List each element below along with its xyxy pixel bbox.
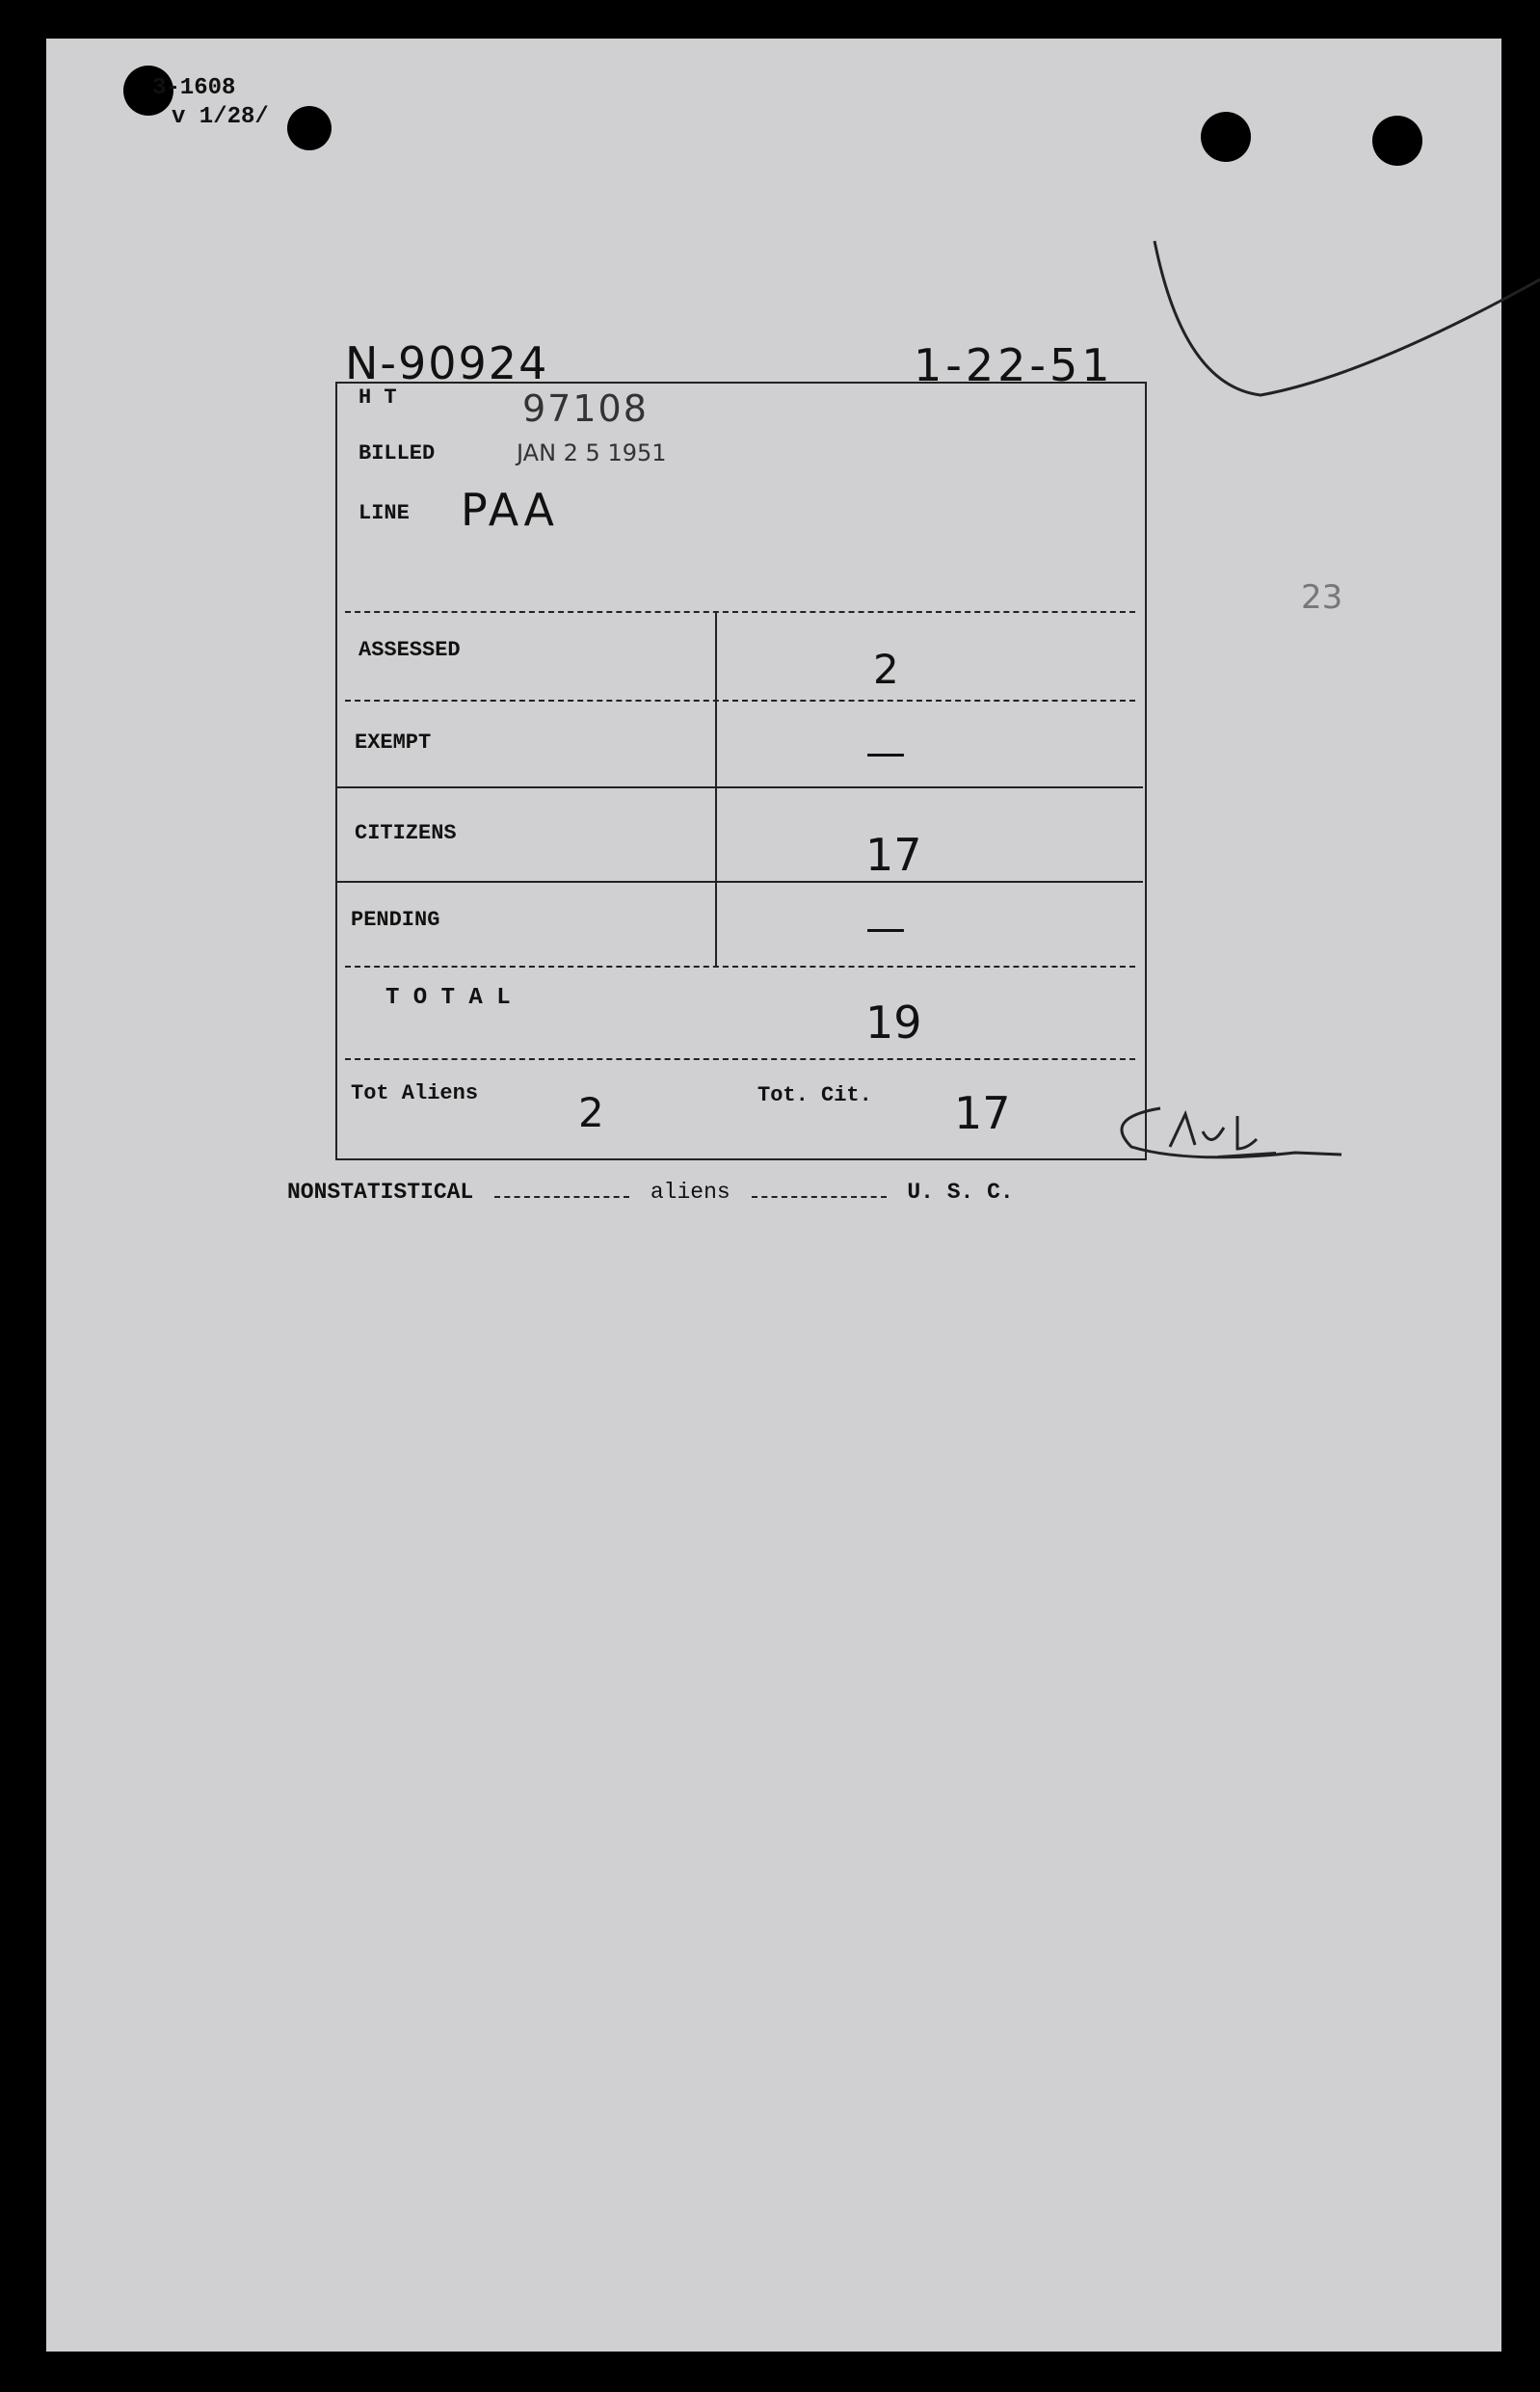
usc-label: U. S. C. xyxy=(907,1180,1014,1205)
check-mark xyxy=(1145,164,1540,414)
assessed-value: 2 xyxy=(873,646,899,693)
nonstatistical-row xyxy=(287,1180,1014,1205)
rule-5 xyxy=(345,966,1135,968)
rule-3 xyxy=(337,786,1143,788)
rule-1 xyxy=(345,611,1135,613)
pending-label: PENDING xyxy=(351,908,440,932)
aliens-label: aliens xyxy=(650,1180,730,1205)
citizens-value: 17 xyxy=(865,829,922,881)
rule-4 xyxy=(337,881,1143,883)
billed-date-stamp: JAN 2 5 1951 xyxy=(517,439,667,466)
manifest-date: 1-22-51 xyxy=(914,339,1114,391)
initials-signature xyxy=(1102,1089,1353,1176)
page-number: 23 xyxy=(1301,578,1343,617)
form-box xyxy=(335,382,1147,1160)
document-page xyxy=(46,39,1501,2352)
citizens-label: CITIZENS xyxy=(355,821,457,845)
billed-label: BILLED xyxy=(358,441,436,465)
nonstatistical-label: NONSTATISTICAL xyxy=(287,1180,474,1205)
assessed-label: ASSESSED xyxy=(358,638,461,662)
column-divider xyxy=(715,611,717,966)
tot-aliens-value: 2 xyxy=(578,1089,604,1136)
punch-hole-right-1 xyxy=(1201,112,1251,162)
form-number: 3-1608 xyxy=(152,75,236,101)
nonstatistical-usc-blank xyxy=(752,1196,887,1198)
line-label: LINE xyxy=(358,501,410,525)
total-value: 19 xyxy=(865,997,922,1049)
ht-number: 97108 xyxy=(522,387,649,430)
tot-cit-value: 17 xyxy=(954,1087,1011,1139)
exempt-value: — xyxy=(865,729,906,776)
rule-6 xyxy=(345,1058,1135,1060)
form-revision: v 1/28/ xyxy=(172,104,269,130)
pending-value: — xyxy=(865,904,906,951)
ht-label: H T xyxy=(358,385,397,410)
line-value: PAA xyxy=(461,484,559,536)
rule-2 xyxy=(345,700,1135,702)
tot-cit-label: Tot. Cit. xyxy=(757,1083,872,1107)
nonstatistical-aliens-blank xyxy=(494,1196,629,1198)
punch-hole-left-2 xyxy=(287,106,332,150)
tot-aliens-label: Tot Aliens xyxy=(351,1081,479,1105)
total-label: T O T A L xyxy=(385,985,511,1011)
punch-hole-right-2 xyxy=(1372,116,1422,166)
exempt-label: EXEMPT xyxy=(355,731,432,755)
manifest-number: N-90924 xyxy=(345,337,549,389)
